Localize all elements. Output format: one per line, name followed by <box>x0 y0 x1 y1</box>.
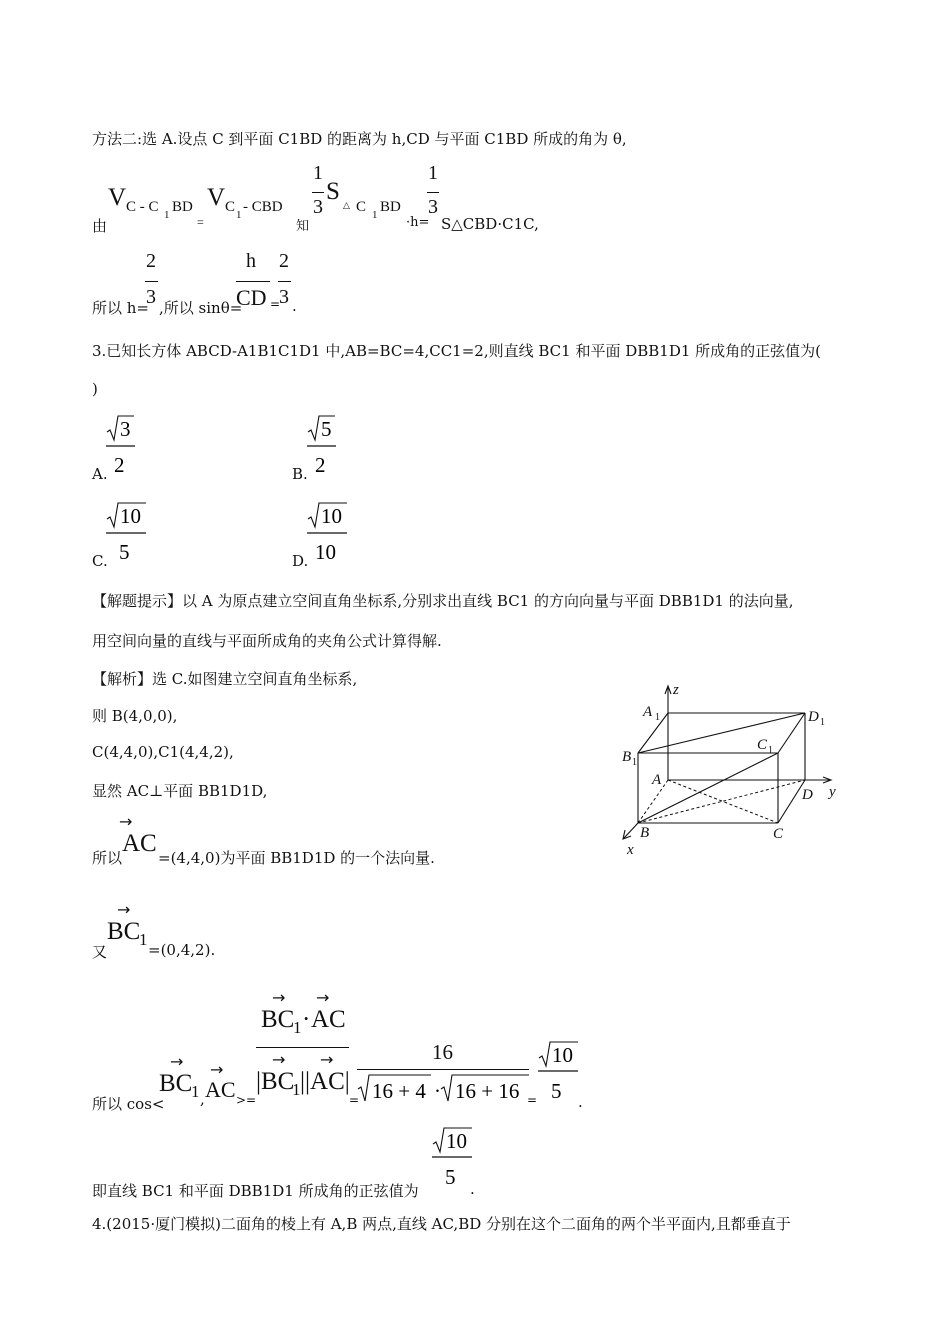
den-abs-bc: |BC <box>256 1068 295 1095</box>
frac-one-third-num: 1 <box>313 162 323 184</box>
num-dot: · <box>302 1006 311 1033</box>
solution-line2: 则 B(4,0,0), <box>92 707 178 725</box>
option-a-label: A. <box>92 465 108 483</box>
period: . <box>292 297 297 315</box>
label-c1: C <box>757 737 768 753</box>
option-b-label: B. <box>292 465 308 483</box>
label-b1: B <box>622 749 632 765</box>
eq-a: = <box>349 1093 360 1107</box>
vector-bc-sub: 1 <box>139 930 148 949</box>
option-a-radicand: 3 <box>120 417 131 441</box>
conclusion-period: . <box>470 1180 475 1198</box>
den-bc-sub: 1 <box>292 1080 301 1099</box>
eq2: = <box>270 297 281 311</box>
q3-paren: ) <box>92 380 98 398</box>
diag-bc1 <box>638 753 778 823</box>
solution-line4: 显然 AC⊥平面 BB1D1D, <box>92 782 268 800</box>
S-symbol: S <box>326 178 340 205</box>
label-d: D <box>802 787 813 803</box>
conclusion-radicand: 10 <box>446 1129 467 1153</box>
num-bc: BC <box>261 1006 295 1033</box>
cos-frac-bar <box>256 1047 349 1048</box>
frac-bar-3 <box>145 281 158 282</box>
suoyi-h: 所以 h= <box>92 299 149 317</box>
method2-line1: 方法二:选 A.设点 C 到平面 C1BD 的距离为 h,CD 与平面 C1BD 所成的角为 θ, <box>92 130 627 148</box>
frac-bar <box>312 192 324 193</box>
subscript-one-3: 1 <box>372 209 378 221</box>
label-x: x <box>627 842 634 858</box>
label-c1-sub: 1 <box>768 745 773 756</box>
cos-gt-eq: >= <box>236 1093 257 1107</box>
vector-arrow-bc1: → <box>117 900 131 919</box>
vector-arrow-ac: → <box>119 812 133 831</box>
rad-a: 16 + 4 <box>372 1079 426 1103</box>
solution-line3: C(4,4,0),C1(4,4,2), <box>92 743 234 761</box>
frac-two-third-den-2: 3 <box>279 286 289 308</box>
hidden-ac <box>668 780 778 823</box>
frac16-denominator <box>357 1071 531 1107</box>
q3-stem-b: 1D1 所成角的正弦值为( <box>659 342 822 360</box>
arrow-bc1-a: → <box>170 1052 184 1071</box>
label-d1-sub: 1 <box>820 717 825 728</box>
cos-lead: 所以 cos< <box>92 1095 165 1113</box>
label-a1: A <box>643 704 653 720</box>
arrow-bc1-den: → <box>272 1050 286 1069</box>
frac2-den: 3 <box>428 196 438 218</box>
V-symbol: V <box>108 184 127 211</box>
subscript-cbd: - CBD <box>243 199 283 215</box>
q4-stem: 4.(2015·厦门模拟)二面角的棱上有 A,B 两点,直线 AC,BD 分别在这个二面角的两个半平面内,且都垂直于 <box>92 1215 791 1233</box>
option-b-radicand: 5 <box>321 417 332 441</box>
subscript-c1bd-c: C <box>356 199 367 215</box>
result-denominator: 5 <box>551 1079 562 1103</box>
vector-bc: BC <box>107 918 141 945</box>
frac-one-third-den: 3 <box>313 196 323 218</box>
suoyi-label: 所以 <box>92 849 123 867</box>
frac-cd-den: CD <box>236 285 267 310</box>
zhi-label: 知 <box>296 219 310 234</box>
arrow-ac-num: → <box>316 988 330 1007</box>
q3-stem <box>92 340 821 361</box>
option-b-denominator: 2 <box>315 453 326 477</box>
result-fraction <box>536 1036 580 1108</box>
label-b: B <box>640 825 650 841</box>
label-d1: D <box>808 709 819 725</box>
cos-ac: AC <box>205 1077 236 1102</box>
subscript-c-c: C - C <box>126 199 159 215</box>
frac16-num: 16 <box>432 1040 453 1064</box>
frac-bar-5 <box>278 281 291 282</box>
x-axis <box>624 823 638 838</box>
option-b-fraction <box>305 410 337 482</box>
option-d-radicand: 10 <box>321 504 342 528</box>
cos-bc-sub: 1 <box>191 1082 200 1101</box>
you-label: 由 <box>92 217 108 235</box>
option-c-label: C. <box>92 552 108 570</box>
num-ac: AC <box>311 1006 346 1033</box>
cos-bc: BC <box>159 1070 193 1097</box>
arrow-ac-den: → <box>320 1050 334 1069</box>
frac-two-third-num: 2 <box>146 250 156 272</box>
frac-two-third-den: 3 <box>146 286 156 308</box>
frac2-bar <box>427 192 439 193</box>
h-equals: ·h= <box>406 215 430 230</box>
q3-stem-a: 3.已知长方体 ABCD-A1B1C1D1 中,AB=BC=4,CC1=2,则直线 BC1 和平面 DBB <box>92 342 660 360</box>
option-d-label: D. <box>292 552 309 570</box>
cos-comma: , <box>200 1090 205 1108</box>
den-dot: · <box>434 1079 441 1103</box>
arrow-bc1-num: → <box>272 988 286 1007</box>
frac-h-num: h <box>246 250 256 272</box>
num-bc-sub: 1 <box>293 1018 302 1037</box>
conclusion-denominator: 5 <box>445 1165 456 1189</box>
frac-bar-4 <box>236 281 270 282</box>
option-d-denominator: 10 <box>315 540 336 564</box>
eq-b: = <box>527 1093 538 1107</box>
den-abs-ac: ||AC| <box>300 1068 350 1095</box>
label-a1-sub: 1 <box>655 712 660 723</box>
subscript-one-2: 1 <box>236 209 242 221</box>
conclusion-fraction <box>430 1122 474 1194</box>
label-z: z <box>673 682 679 698</box>
rad-b: 16 + 16 <box>455 1079 520 1103</box>
label-y: y <box>829 784 836 800</box>
frac-two-third-num-2: 2 <box>279 250 289 272</box>
option-a-denominator: 2 <box>114 453 125 477</box>
frac2-num: 1 <box>428 162 438 184</box>
cos-period: . <box>578 1093 583 1111</box>
frac16-bar <box>357 1069 529 1070</box>
subscript-bd-2: BD <box>380 199 401 215</box>
option-d-fraction <box>305 497 349 569</box>
option-a-fraction <box>104 410 136 482</box>
hint-line2: 用空间向量的直线与平面所成角的夹角公式计算得解. <box>92 632 442 650</box>
edge-cd <box>778 780 805 823</box>
label-a: A <box>652 772 662 788</box>
formula-tail: S△CBD·C1C, <box>441 215 539 233</box>
hint-line1: 【解题提示】以 A 为原点建立空间直角坐标系,分别求出直线 BC1 的方向向量与平面 DBB1D1 的法向量, <box>92 592 794 610</box>
subscript-one: 1 <box>164 209 170 221</box>
arrow-ac-a: → <box>210 1060 224 1079</box>
result-radicand: 10 <box>552 1043 573 1067</box>
suoyi-sin: ,所以 sinθ= <box>159 299 243 317</box>
equals-sign: = <box>197 215 204 229</box>
subscript-c: C <box>225 199 236 215</box>
cuboid-figure <box>615 680 850 860</box>
label-c: C <box>773 826 784 842</box>
option-c-denominator: 5 <box>119 540 130 564</box>
subscript-bd: BD <box>172 199 193 215</box>
triangle-symbol: △ <box>343 201 350 211</box>
solution-line1: 【解析】选 C.如图建立空间直角坐标系, <box>92 670 358 688</box>
bc-rest: =(0,4,2). <box>148 941 216 959</box>
V-symbol-2: V <box>207 184 226 211</box>
conclusion-text: 即直线 BC1 和平面 DBB1D1 所成角的正弦值为 <box>92 1182 419 1200</box>
ac-rest: =(4,4,0)为平面 BB1D1D 的一个法向量. <box>158 849 435 867</box>
option-c-radicand: 10 <box>120 504 141 528</box>
you2-label: 又 <box>92 943 108 961</box>
option-c-fraction <box>104 497 148 569</box>
vector-ac: AC <box>122 830 157 857</box>
label-b1-sub: 1 <box>632 757 637 768</box>
